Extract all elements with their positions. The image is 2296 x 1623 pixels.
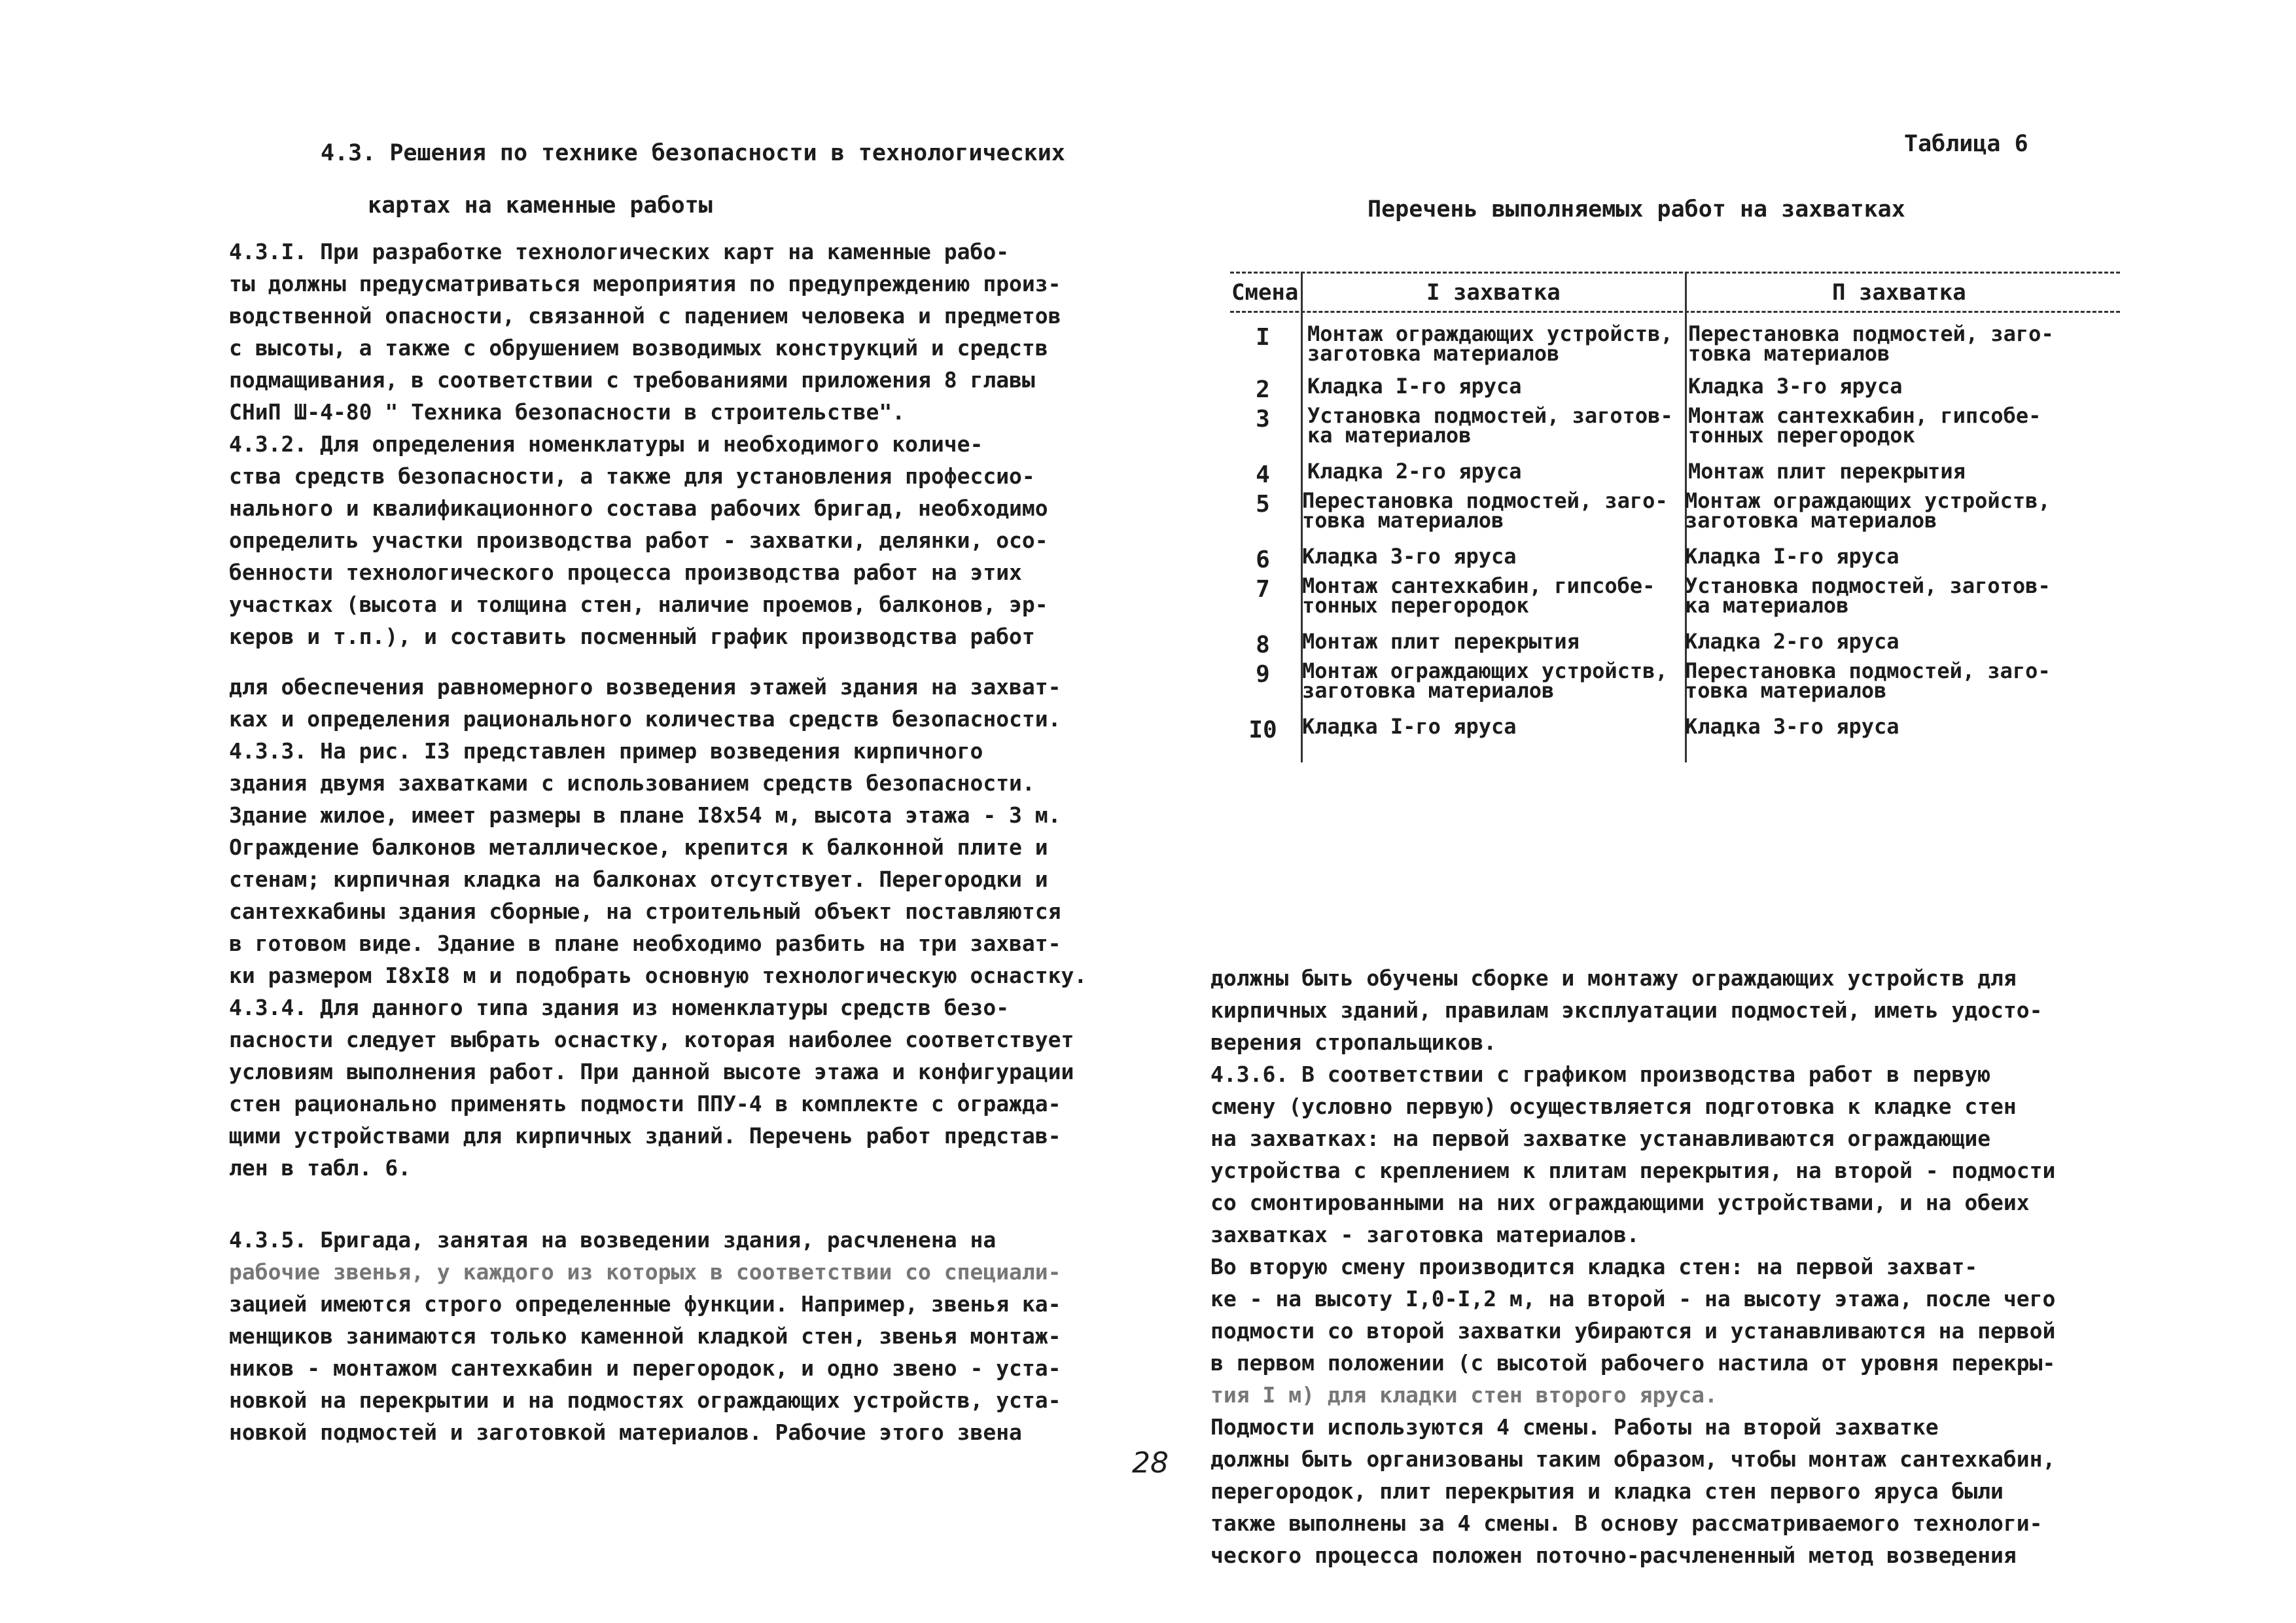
text-line: подмащивания, в соответствии с требованиями приложения 8 главы <box>229 367 1035 393</box>
header-shift: Смена <box>1231 279 1299 306</box>
text-line: сантехкабины здания сборные, на строительный объект поставляются <box>229 899 1061 924</box>
zone-2-cell: Установка подмостей, заготов- ка материалов <box>1685 573 2051 618</box>
shift-number: 5 <box>1256 491 1270 518</box>
header-zone-2: П захватка <box>1832 279 1966 306</box>
text-line: для обеспечения равномерного возведения этажей здания на захват- <box>229 674 1061 700</box>
text-line: 4.3.I. При разработке технологических карт на каменные рабо- <box>229 239 1010 264</box>
page-number: 28 <box>1132 1446 1169 1480</box>
text-line: бенности технологического процесса производства работ на этих <box>229 560 1022 585</box>
zone-2-cell: Монтаж сантехкабин, гипсобе- тонных перегородок <box>1688 403 2041 448</box>
text-line: СНиП Ш-4-80 " Техника безопасности в строительстве". <box>229 399 906 425</box>
text-line: захватках - заготовка материалов. <box>1210 1222 1640 1247</box>
right-text-block <box>1210 962 2127 1571</box>
text-line: стен рационально применять подмости ППУ-4 в комплекте с огражда- <box>229 1091 1061 1116</box>
shift-number: 4 <box>1256 461 1270 488</box>
text-line: рабочие звенья, у каждого из которых в соответствии со специали- <box>229 1259 1061 1285</box>
text-line: ке - на высоту I,0-I,2 м, на второй - на высоту этажа, после чего <box>1210 1286 2056 1311</box>
text-line: смену (условно первую) осуществляется подготовка к кладке стен <box>1210 1094 2017 1119</box>
text-line: определить участки производства работ - захватки, делянки, осо- <box>229 527 1048 553</box>
table-header-rule <box>1230 311 2120 313</box>
section-title-continued: картах на каменные работы <box>368 192 713 219</box>
text-line: ческого процесса положен поточно-расчлененный метод возведения <box>1210 1543 2017 1568</box>
text-line: в готовом виде. Здание в плане необходимо разбить на три захват- <box>229 931 1061 956</box>
text-line: тия I м) для кладки стен второго яруса. <box>1210 1382 1718 1408</box>
text-line: в первом положении (с высотой рабочего настила от уровня перекры- <box>1210 1350 2056 1376</box>
text-line: щими устройствами для кирпичных зданий. Перечень работ представ- <box>229 1123 1061 1149</box>
zone-1-cell: Кладка 2-го яруса <box>1307 459 1522 484</box>
text-line: на захватках: на первой захватке устанавливаются ограждающие <box>1210 1126 1991 1151</box>
shift-number: 6 <box>1256 546 1270 573</box>
text-line: со смонтированными на них ограждающими устройствами, и на обеих <box>1210 1190 2030 1215</box>
zone-1-cell: Монтаж ограждающих устройств, заготовка материалов <box>1302 658 1668 703</box>
table-label: Таблица 6 <box>1904 131 2028 157</box>
text-line: Здание жилое, имеет размеры в плане I8x54 м, высота этажа - 3 м. <box>229 802 1061 828</box>
text-line: Подмости используются 4 смены. Работы на второй захватке <box>1210 1414 1939 1440</box>
text-line: ты должны предусматриваться мероприятия по предупреждению произ- <box>229 271 1061 296</box>
works-table <box>1230 272 2120 900</box>
text-line: новкой на перекрытии и на подмостях ограждающих устройств, уста- <box>229 1387 1061 1413</box>
shift-number: 9 <box>1256 661 1270 688</box>
paragraph-block-2 <box>229 671 1087 1184</box>
text-line: Во вторую смену производится кладка стен: на первой захват- <box>1210 1254 1978 1279</box>
text-line: 4.3.6. В соответствии с графиком производства работ в первую <box>1210 1061 1991 1087</box>
text-line: зацией имеются строго определенные функции. Например, звенья ка- <box>229 1291 1061 1317</box>
zone-1-cell: Установка подмостей, заготов- ка материалов <box>1307 403 1673 448</box>
text-line: ников - монтажом сантехкабин и перегородок, и одно звено - уста- <box>229 1355 1061 1381</box>
zone-2-cell: Монтаж ограждающих устройств, заготовка материалов <box>1685 488 2051 533</box>
text-line: условиям выполнения работ. При данной высоте этажа и конфигурации <box>229 1059 1074 1084</box>
zone-1-cell: Монтаж сантехкабин, гипсобе- тонных перегородок <box>1302 573 1655 618</box>
shift-number: 8 <box>1256 632 1270 658</box>
text-line: с высоты, а также с обрушением возводимых конструкций и средств <box>229 335 1048 361</box>
zone-1-cell: Перестановка подмостей, заго- товка материалов <box>1302 488 1668 533</box>
header-zone-1: I захватка <box>1426 279 1561 306</box>
text-line: лен в табл. 6. <box>229 1155 412 1181</box>
zone-1-cell: Монтаж плит перекрытия <box>1302 629 1580 654</box>
zone-2-cell: Кладка 3-го яруса <box>1685 714 1899 739</box>
text-line: перегородок, плит перекрытия и кладка стен первого яруса были <box>1210 1478 2004 1504</box>
table-top-rule <box>1230 272 2120 274</box>
text-line: нального и квалификационного состава рабочих бригад, необходимо <box>229 495 1048 521</box>
shift-number: 3 <box>1256 406 1270 433</box>
zone-2-cell: Кладка 2-го яруса <box>1685 629 1899 654</box>
shift-number: I <box>1256 324 1270 351</box>
text-line: здания двумя захватками с использованием средств безопасности. <box>229 770 1035 796</box>
text-line: стенам; кирпичная кладка на балконах отсутствует. Перегородки и <box>229 866 1048 892</box>
text-line: Ограждение балконов металлическое, крепится к балконной плите и <box>229 834 1048 860</box>
text-line: керов и т.п.), и составить посменный график производства работ <box>229 624 1035 649</box>
text-line: 4.3.5. Бригада, занятая на возведении здания, расчленена на <box>229 1227 997 1253</box>
text-line: водственной опасности, связанной с падением человека и предметов <box>229 303 1061 329</box>
zone-2-cell: Кладка 3-го яруса <box>1688 374 1903 399</box>
zone-1-cell: Кладка I-го яруса <box>1302 714 1517 739</box>
zone-2-cell: Кладка I-го яруса <box>1685 544 1899 569</box>
text-line: 4.3.2. Для определения номенклатуры и необходимого количе- <box>229 431 983 457</box>
shift-number: I0 <box>1248 717 1277 743</box>
zone-1-cell: Кладка I-го яруса <box>1307 374 1522 399</box>
text-line: 4.3.3. На рис. I3 представлен пример возведения кирпичного <box>229 738 983 764</box>
zone-2-cell: Монтаж плит перекрытия <box>1688 459 1966 484</box>
text-line: кирпичных зданий, правилам эксплуатации подмостей, иметь удосто- <box>1210 997 2043 1023</box>
section-title: 4.3. Решения по технике безопасности в технологических <box>321 140 1065 166</box>
text-line: участках (высота и толщина стен, наличие проемов, балконов, эр- <box>229 592 1048 617</box>
shift-number: 2 <box>1256 376 1270 403</box>
text-line: ки размером I8xI8 м и подобрать основную технологическую оснастку. <box>229 963 1087 988</box>
text-line: пасности следует выбрать оснастку, которая наиболее соответствует <box>229 1027 1074 1052</box>
zone-1-cell: Монтаж ограждающих устройств, заготовка материалов <box>1307 321 1673 366</box>
text-line: менщиков занимаются только каменной кладкой стен, звенья монтаж- <box>229 1323 1061 1349</box>
text-line: должны быть обучены сборке и монтажу ограждающих устройств для <box>1210 965 2017 991</box>
text-line: ства средств безопасности, а также для установления профессио- <box>229 463 1035 489</box>
text-line: должны быть организованы таким образом, чтобы монтаж сантехкабин, <box>1210 1446 2056 1472</box>
text-line: верения стропальщиков. <box>1210 1029 1497 1055</box>
shift-number: 7 <box>1256 576 1270 603</box>
text-line: подмости со второй захватки убираются и устанавливаются на первой <box>1210 1318 2056 1344</box>
zone-1-cell: Кладка 3-го яруса <box>1302 544 1517 569</box>
paragraph-block-3 <box>229 1224 1061 1448</box>
text-line: также выполнены за 4 смены. В основу рассматриваемого технологи- <box>1210 1510 2043 1536</box>
paragraph-block-1 <box>229 236 1061 652</box>
table-title: Перечень выполняемых работ на захватках <box>1368 196 1905 223</box>
zone-2-cell: Перестановка подмостей, заго- товка материалов <box>1688 321 2054 366</box>
zone-2-cell: Перестановка подмостей, заго- товка материалов <box>1685 658 2051 703</box>
text-line: 4.3.4. Для данного типа здания из номенклатуры средств безо- <box>229 995 1010 1020</box>
text-line: устройства с креплением к плитам перекрытия, на второй - подмости <box>1210 1158 2056 1183</box>
text-line: ках и определения рационального количества средств безопасности. <box>229 706 1061 732</box>
text-line: новкой подмостей и заготовкой материалов. Рабочие этого звена <box>229 1419 1022 1445</box>
